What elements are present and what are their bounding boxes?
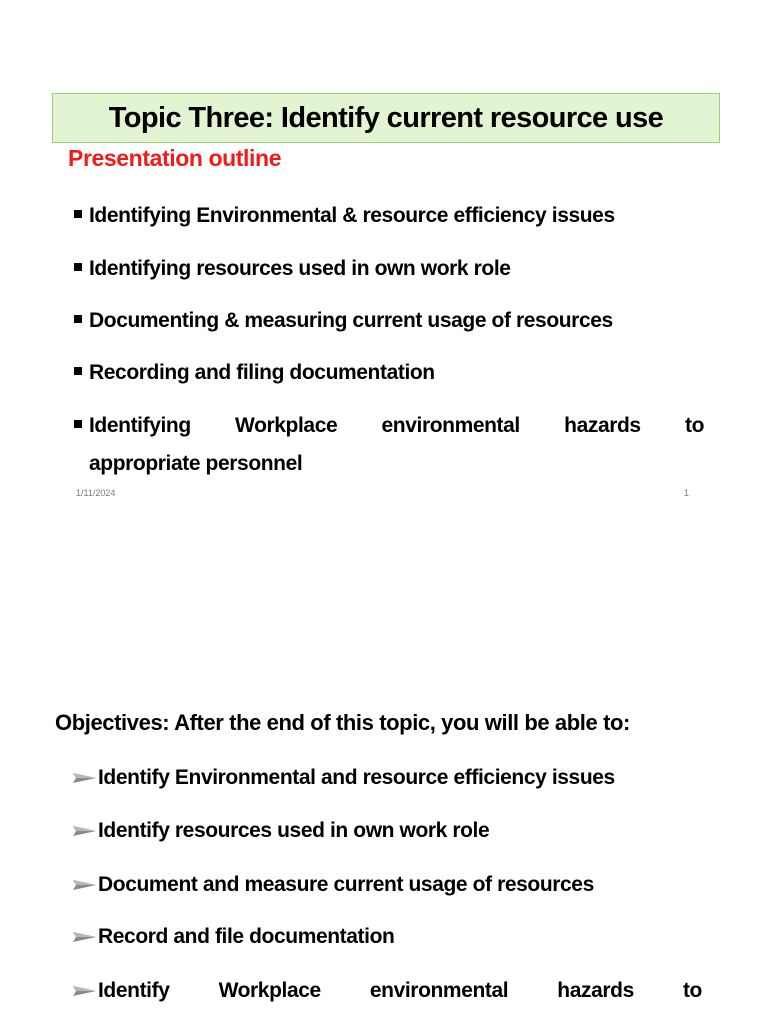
- outline-item-text: Identifying resources used in own work role: [89, 257, 511, 280]
- objectives-heading: Objectives: After the end of this topic, you will be able to:: [55, 710, 630, 735]
- square-bullet-icon: [74, 420, 82, 428]
- square-bullet-icon: [74, 315, 82, 323]
- arrow-bullet-icon: [72, 771, 96, 785]
- presentation-outline-heading: Presentation outline: [68, 145, 282, 171]
- arrow-bullet-icon: [72, 878, 96, 892]
- objective-item: [72, 917, 702, 957]
- objective-item: [72, 811, 702, 851]
- objective-item-text: Record and file documentation: [98, 925, 395, 948]
- objective-item-text: Document and measure current usage of resources: [98, 873, 594, 896]
- slide-2: [0, 520, 768, 1024]
- outline-item: [74, 196, 704, 236]
- square-bullet-icon: [74, 263, 82, 271]
- objective-item-text: Identify Workplace environmental hazards to: [98, 979, 702, 1002]
- arrow-bullet-icon: [72, 930, 96, 944]
- slide-title: Topic Three: Identify current resource use: [108, 101, 664, 134]
- objective-item-text: Identify Environmental and resource efficiency issues: [98, 766, 615, 789]
- slide-title-box: [52, 93, 720, 143]
- arrow-bullet-icon: [72, 824, 96, 838]
- outline-item-text: Identifying Workplace environmental hazards to: [89, 414, 704, 437]
- objective-item: [72, 971, 702, 1011]
- outline-item-text: Identifying Environmental & resource efficiency issues: [89, 204, 615, 227]
- objective-item-text: Identify resources used in own work role: [98, 819, 490, 842]
- outline-item-continuation: appropriate personnel: [89, 452, 303, 475]
- outline-item-text: Documenting & measuring current usage of resources: [89, 309, 613, 332]
- objective-item: [72, 865, 702, 905]
- outline-item: [74, 353, 704, 393]
- slide-number: 1: [684, 488, 690, 498]
- arrow-bullet-icon: [72, 984, 96, 998]
- outline-item-text: Recording and filing documentation: [89, 361, 435, 384]
- objective-item: [72, 758, 702, 798]
- outline-item: [74, 249, 704, 289]
- outline-item: [74, 301, 704, 341]
- slide-date: 1/11/2024: [76, 488, 116, 498]
- square-bullet-icon: [74, 210, 82, 218]
- outline-item: [74, 406, 704, 446]
- square-bullet-icon: [74, 367, 82, 375]
